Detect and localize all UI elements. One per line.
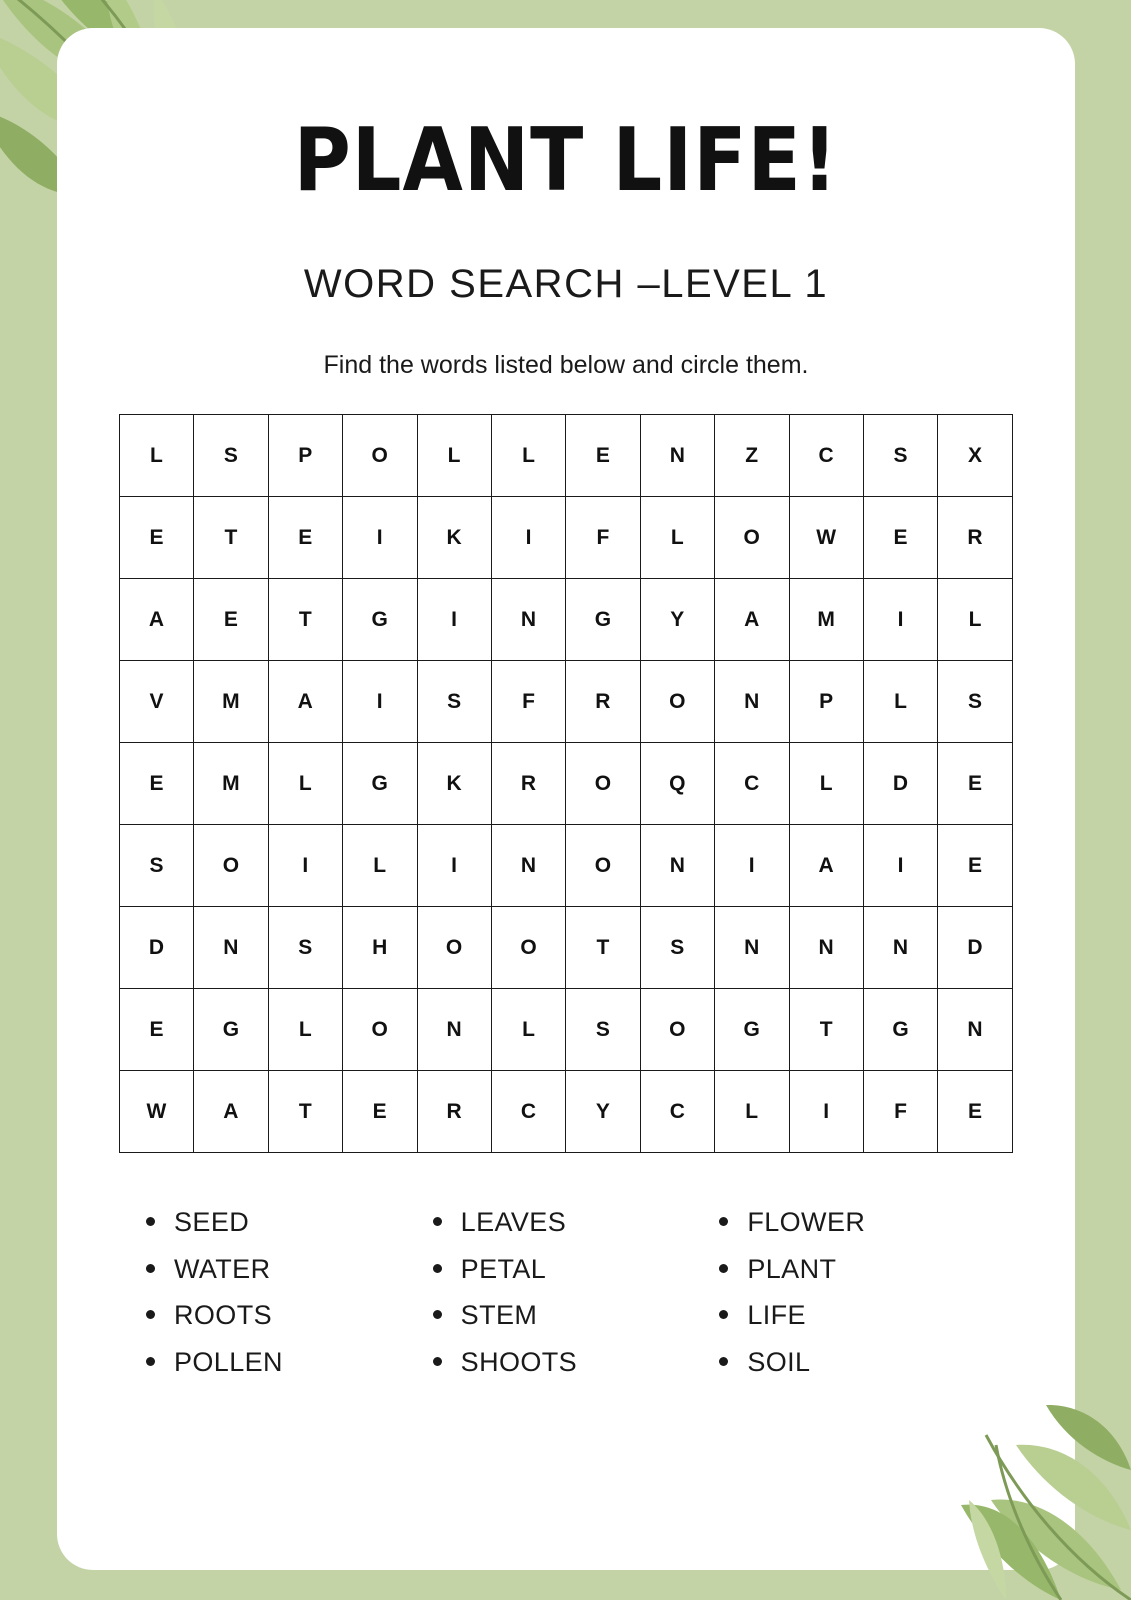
- grid-cell[interactable]: R: [492, 743, 566, 825]
- grid-cell[interactable]: O: [566, 743, 640, 825]
- grid-cell[interactable]: K: [417, 497, 491, 579]
- grid-cell[interactable]: L: [938, 579, 1013, 661]
- grid-cell[interactable]: C: [789, 415, 863, 497]
- grid-cell[interactable]: O: [343, 989, 417, 1071]
- grid-cell[interactable]: M: [789, 579, 863, 661]
- grid-cell[interactable]: P: [268, 415, 342, 497]
- word-list-item: POLLEN: [136, 1339, 423, 1386]
- grid-cell[interactable]: T: [789, 989, 863, 1071]
- grid-row: [120, 907, 1013, 989]
- grid-cell[interactable]: N: [715, 661, 789, 743]
- grid-cell[interactable]: G: [864, 989, 938, 1071]
- grid-row: [120, 415, 1013, 497]
- grid-cell[interactable]: N: [640, 825, 714, 907]
- grid-cell[interactable]: C: [715, 743, 789, 825]
- grid-cell[interactable]: F: [566, 497, 640, 579]
- grid-cell[interactable]: I: [268, 825, 342, 907]
- grid-cell[interactable]: N: [640, 415, 714, 497]
- grid-row: [120, 579, 1013, 661]
- grid-cell[interactable]: L: [715, 1071, 789, 1153]
- grid-cell[interactable]: E: [938, 743, 1013, 825]
- grid-cell[interactable]: Z: [715, 415, 789, 497]
- grid-cell[interactable]: I: [417, 825, 491, 907]
- grid-cell[interactable]: R: [417, 1071, 491, 1153]
- grid-cell[interactable]: W: [120, 1071, 194, 1153]
- grid-cell[interactable]: I: [343, 661, 417, 743]
- grid-cell[interactable]: L: [120, 415, 194, 497]
- grid-cell[interactable]: O: [640, 661, 714, 743]
- grid-cell[interactable]: S: [268, 907, 342, 989]
- grid-cell[interactable]: N: [864, 907, 938, 989]
- grid-cell[interactable]: E: [566, 415, 640, 497]
- grid-cell[interactable]: O: [492, 907, 566, 989]
- grid-cell[interactable]: S: [864, 415, 938, 497]
- grid-cell[interactable]: S: [566, 989, 640, 1071]
- grid-cell[interactable]: S: [640, 907, 714, 989]
- grid-cell[interactable]: N: [492, 825, 566, 907]
- worksheet-card: [57, 28, 1075, 1570]
- grid-cell[interactable]: I: [715, 825, 789, 907]
- grid-cell[interactable]: M: [194, 661, 268, 743]
- grid-cell[interactable]: E: [343, 1071, 417, 1153]
- grid-row: [120, 989, 1013, 1071]
- grid-cell[interactable]: S: [938, 661, 1013, 743]
- grid-cell[interactable]: O: [194, 825, 268, 907]
- grid-cell[interactable]: E: [938, 1071, 1013, 1153]
- grid-cell[interactable]: G: [566, 579, 640, 661]
- grid-cell[interactable]: L: [789, 743, 863, 825]
- grid-cell[interactable]: R: [938, 497, 1013, 579]
- grid-cell[interactable]: O: [566, 825, 640, 907]
- grid-cell[interactable]: N: [789, 907, 863, 989]
- grid-cell[interactable]: I: [864, 579, 938, 661]
- grid-cell[interactable]: D: [120, 907, 194, 989]
- grid-row: [120, 661, 1013, 743]
- grid-cell[interactable]: M: [194, 743, 268, 825]
- word-list-column-2: [423, 1199, 710, 1386]
- grid-cell[interactable]: N: [194, 907, 268, 989]
- grid-cell[interactable]: L: [417, 415, 491, 497]
- grid-cell[interactable]: A: [789, 825, 863, 907]
- word-list-column-3: [709, 1199, 996, 1386]
- grid-cell[interactable]: D: [938, 907, 1013, 989]
- word-list-item: PETAL: [423, 1246, 710, 1293]
- page-title: PLANT LIFE!: [293, 110, 839, 212]
- grid-cell[interactable]: F: [864, 1071, 938, 1153]
- word-list-item: LEAVES: [423, 1199, 710, 1246]
- grid-row: [120, 497, 1013, 579]
- grid-cell[interactable]: N: [715, 907, 789, 989]
- grid-cell[interactable]: T: [268, 579, 342, 661]
- grid-cell[interactable]: H: [343, 907, 417, 989]
- word-search-grid[interactable]: [119, 414, 1013, 1153]
- grid-cell[interactable]: F: [492, 661, 566, 743]
- word-list-item: ROOTS: [136, 1292, 423, 1339]
- grid-cell[interactable]: S: [120, 825, 194, 907]
- word-list-item: SHOOTS: [423, 1339, 710, 1386]
- grid-cell[interactable]: E: [938, 825, 1013, 907]
- grid-cell[interactable]: L: [343, 825, 417, 907]
- grid-cell[interactable]: E: [120, 497, 194, 579]
- word-list-item: WATER: [136, 1246, 423, 1293]
- grid-cell[interactable]: V: [120, 661, 194, 743]
- grid-cell[interactable]: G: [194, 989, 268, 1071]
- grid-cell[interactable]: O: [640, 989, 714, 1071]
- grid-cell[interactable]: A: [194, 1071, 268, 1153]
- word-list-item: FLOWER: [709, 1199, 996, 1246]
- grid-row: [120, 1071, 1013, 1153]
- grid-cell[interactable]: O: [343, 415, 417, 497]
- grid-cell[interactable]: S: [194, 415, 268, 497]
- word-list-item: PLANT: [709, 1246, 996, 1293]
- grid-cell[interactable]: I: [789, 1071, 863, 1153]
- grid-cell[interactable]: L: [268, 989, 342, 1071]
- grid-cell[interactable]: T: [194, 497, 268, 579]
- grid-cell[interactable]: E: [120, 989, 194, 1071]
- grid-cell[interactable]: G: [343, 579, 417, 661]
- grid-cell[interactable]: P: [789, 661, 863, 743]
- grid-cell[interactable]: T: [566, 907, 640, 989]
- word-search-grid-wrapper: [119, 414, 1013, 1153]
- grid-cell[interactable]: O: [715, 497, 789, 579]
- grid-cell[interactable]: I: [343, 497, 417, 579]
- grid-cell[interactable]: Y: [566, 1071, 640, 1153]
- grid-cell[interactable]: Q: [640, 743, 714, 825]
- word-list-column-1: [136, 1199, 423, 1386]
- grid-cell[interactable]: I: [417, 579, 491, 661]
- instruction-text: Find the words listed below and circle them.: [323, 351, 809, 379]
- grid-cell[interactable]: C: [492, 1071, 566, 1153]
- grid-cell[interactable]: S: [417, 661, 491, 743]
- grid-cell[interactable]: L: [640, 497, 714, 579]
- grid-cell[interactable]: Y: [640, 579, 714, 661]
- grid-cell[interactable]: A: [120, 579, 194, 661]
- grid-cell[interactable]: E: [268, 497, 342, 579]
- grid-cell[interactable]: R: [566, 661, 640, 743]
- grid-cell[interactable]: T: [268, 1071, 342, 1153]
- grid-row: [120, 825, 1013, 907]
- grid-cell[interactable]: L: [864, 661, 938, 743]
- grid-cell[interactable]: C: [640, 1071, 714, 1153]
- grid-cell[interactable]: X: [938, 415, 1013, 497]
- grid-cell[interactable]: L: [492, 415, 566, 497]
- grid-cell[interactable]: G: [715, 989, 789, 1071]
- grid-cell[interactable]: A: [715, 579, 789, 661]
- grid-cell[interactable]: K: [417, 743, 491, 825]
- word-list: [136, 1199, 996, 1386]
- grid-cell[interactable]: I: [492, 497, 566, 579]
- page-subtitle: WORD SEARCH –LEVEL 1: [303, 262, 829, 306]
- grid-cell[interactable]: I: [864, 825, 938, 907]
- grid-cell[interactable]: A: [268, 661, 342, 743]
- grid-cell[interactable]: N: [938, 989, 1013, 1071]
- grid-cell[interactable]: D: [864, 743, 938, 825]
- grid-cell[interactable]: N: [492, 579, 566, 661]
- word-list-item: SOIL: [709, 1339, 996, 1386]
- grid-cell[interactable]: N: [417, 989, 491, 1071]
- word-list-item: SEED: [136, 1199, 423, 1246]
- grid-cell[interactable]: L: [268, 743, 342, 825]
- word-list-item: LIFE: [709, 1292, 996, 1339]
- grid-row: [120, 743, 1013, 825]
- grid-cell[interactable]: E: [194, 579, 268, 661]
- grid-cell[interactable]: G: [343, 743, 417, 825]
- grid-cell[interactable]: L: [492, 989, 566, 1071]
- grid-cell[interactable]: O: [417, 907, 491, 989]
- grid-cell[interactable]: E: [120, 743, 194, 825]
- grid-cell[interactable]: E: [864, 497, 938, 579]
- word-list-item: STEM: [423, 1292, 710, 1339]
- grid-cell[interactable]: W: [789, 497, 863, 579]
